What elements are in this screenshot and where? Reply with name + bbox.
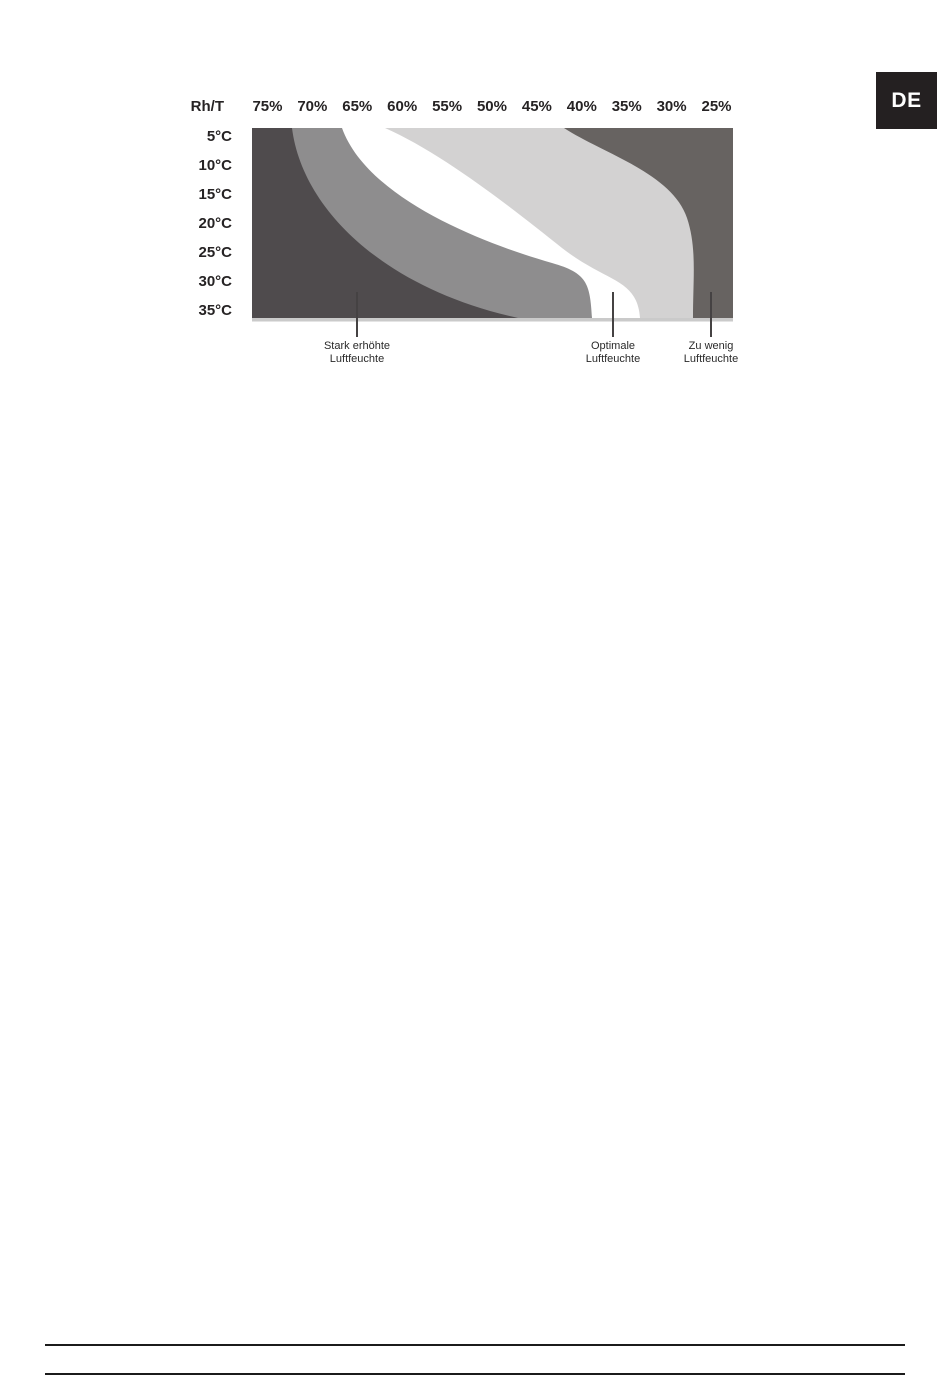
footer-rule-bottom [45, 1373, 905, 1375]
x-tick: 50% [476, 98, 507, 115]
x-tick: 70% [297, 98, 328, 115]
y-tick: 15°C [198, 186, 232, 203]
x-tick: 25% [701, 98, 732, 115]
y-axis-ticks [168, 0, 232, 330]
y-tick: 35°C [198, 302, 232, 319]
x-tick: 60% [387, 98, 418, 115]
annotation-line: Optimale [590, 340, 636, 352]
y-tick: 30°C [198, 273, 232, 290]
annotation-line: Zu wenig [688, 340, 734, 352]
x-tick: 35% [611, 98, 642, 115]
chart-baseline [252, 318, 733, 322]
x-tick: 75% [252, 98, 283, 115]
x-axis-ticks [245, 97, 739, 117]
x-tick: 55% [432, 98, 463, 115]
x-tick: 40% [566, 98, 597, 115]
x-axis-title: Rh/T [190, 98, 224, 115]
footer-rule-top [45, 1344, 905, 1346]
annotation-line: Luftfeuchte [329, 353, 385, 365]
x-tick: 45% [521, 98, 552, 115]
annotation-line: Stark erhöhte [323, 340, 391, 352]
y-tick: 20°C [198, 215, 232, 232]
x-tick: 65% [342, 98, 373, 115]
annotation-line: Luftfeuchte [585, 353, 641, 365]
x-tick: 30% [656, 98, 687, 115]
y-tick: 10°C [198, 157, 232, 174]
y-tick: 25°C [198, 244, 232, 261]
language-badge: DE [876, 72, 937, 129]
annotation-strongly-elevated [292, 340, 422, 366]
annotation-too-dry [646, 340, 776, 366]
comfort-zones-plot [252, 128, 733, 338]
annotation-line: Luftfeuchte [683, 353, 739, 365]
y-tick: 5°C [206, 128, 232, 145]
